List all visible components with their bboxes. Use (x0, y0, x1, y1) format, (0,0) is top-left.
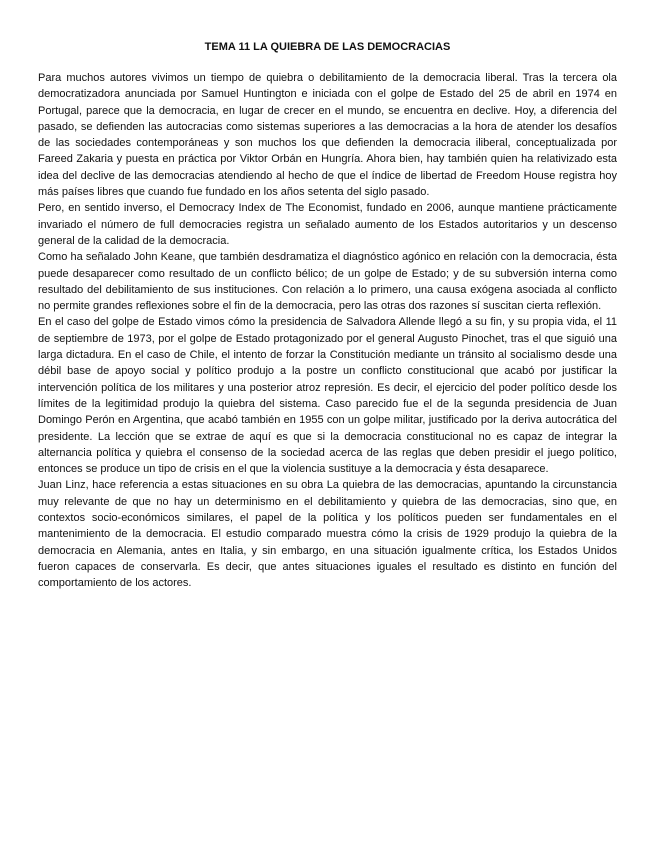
document-body (38, 70, 617, 592)
paragraph-golpe-de-estado: En el caso del golpe de Estado vimos cómo la presidencia de Salvadora Allende llegó a su fin, y su propia vida, el 11 de septiembre de 1973, por el golpe de Estado protagonizado por el general Augusto Pinochet, tras el que siguió una larga dictadura. En el caso de Chile, el intento de forzar la Constitución mediante un tránsito al socialismo desde una débil base de apoyo social y político produjo a la postre un conflicto constitucional que acabó por justificar la intervención política de los militares y una posterior atroz represión. Es decir, el ejercicio del poder político desde los límites de la legitimidad produjo la quiebra del sistema. Caso parecido fue el de la segunda presidencia de Juan Domingo Perón en Argentina, que acabó también en 1955 con un golpe militar, justificado por la deriva autocrática del presidente. La lección que se extrae de aquí es que si la democracia constitucional no es capaz de integrar la alternancia política y quiebra el consenso de la sociedad acerca de las reglas que deben presidir el juego político, entonces se produce un tipo de crisis en el que la violencia sustituye a la democracia y ésta desaparece. (38, 316, 617, 476)
paragraph-intro: Para muchos autores vivimos un tiempo de quiebra o debilitamiento de la democracia liberal. Tras la tercera ola democratizadora anunciada por Samuel Huntington e iniciada con el golpe de Estado del 25 de abril en 1974 en Portugal, parece que la democracia, en lugar de crecer en el mundo, se encuentra en declive. Hoy, a diferencia del pasado, se defienden las autocracias como sistemas superiores a las democracias a la hora de atender los desafíos de las sociedades contemporáneas y son muchos los que defienden la democracia iliberal, conceptualizada por Fareed Zakaria y puesta en práctica por Viktor Orbán en Hungría. Ahora bien, hay también quien ha relativizado esta idea del declive de las democracias atendiendo al hecho de que el índice de libertad de Freedom House registra hoy más países libres que cuando fue fundado en los años setenta del siglo pasado. (38, 72, 617, 199)
paragraph-democracy-index: Pero, en sentido inverso, el Democracy Index de The Economist, fundado en 2006, aunque mantiene prácticamente invariado el número de full democracies registra un señalado aumento de los Estados autoritarios y un descenso general de la calidad de la democracia. (38, 202, 617, 247)
paragraph-john-keane: Como ha señalado John Keane, que también desdramatiza el diagnóstico agónico en relación con la democracia, ésta puede desaparecer como resultado de un conflicto bélico; de un golpe de Estado; y de su subversión interna como resultado del debilitamiento de sus instituciones. Con relación a lo primero, una causa exógena asociada al conflicto no permite grandes reflexiones sobre el fin de la democracia, pero las otras dos razones sí suscitan cierta reflexión. (38, 251, 617, 313)
document-title: TEMA 11 LA QUIEBRA DE LAS DEMOCRACIAS (204, 41, 451, 53)
paragraph-juan-linz: Juan Linz, hace referencia a estas situaciones en su obra La quiebra de las democracias, apuntando la circunstancia muy relevante de que no hay un determinismo en el debilitamiento y quiebra de las democracias, sino que, en contextos socio-económicos similares, el papel de la política y los políticos pueden ser fundamentales en el mantenimiento de la democracia. El estudio comparado muestra cómo la crisis de 1929 produjo la quiebra de la democracia en Alemania, antes en Italia, y sin embargo, en una situación igualmente crítica, los Estados Unidos fueron capaces de conservarla. Es decir, que antes situaciones iguales el resultado es distinto en función del comportamiento de los actores. (38, 479, 617, 590)
